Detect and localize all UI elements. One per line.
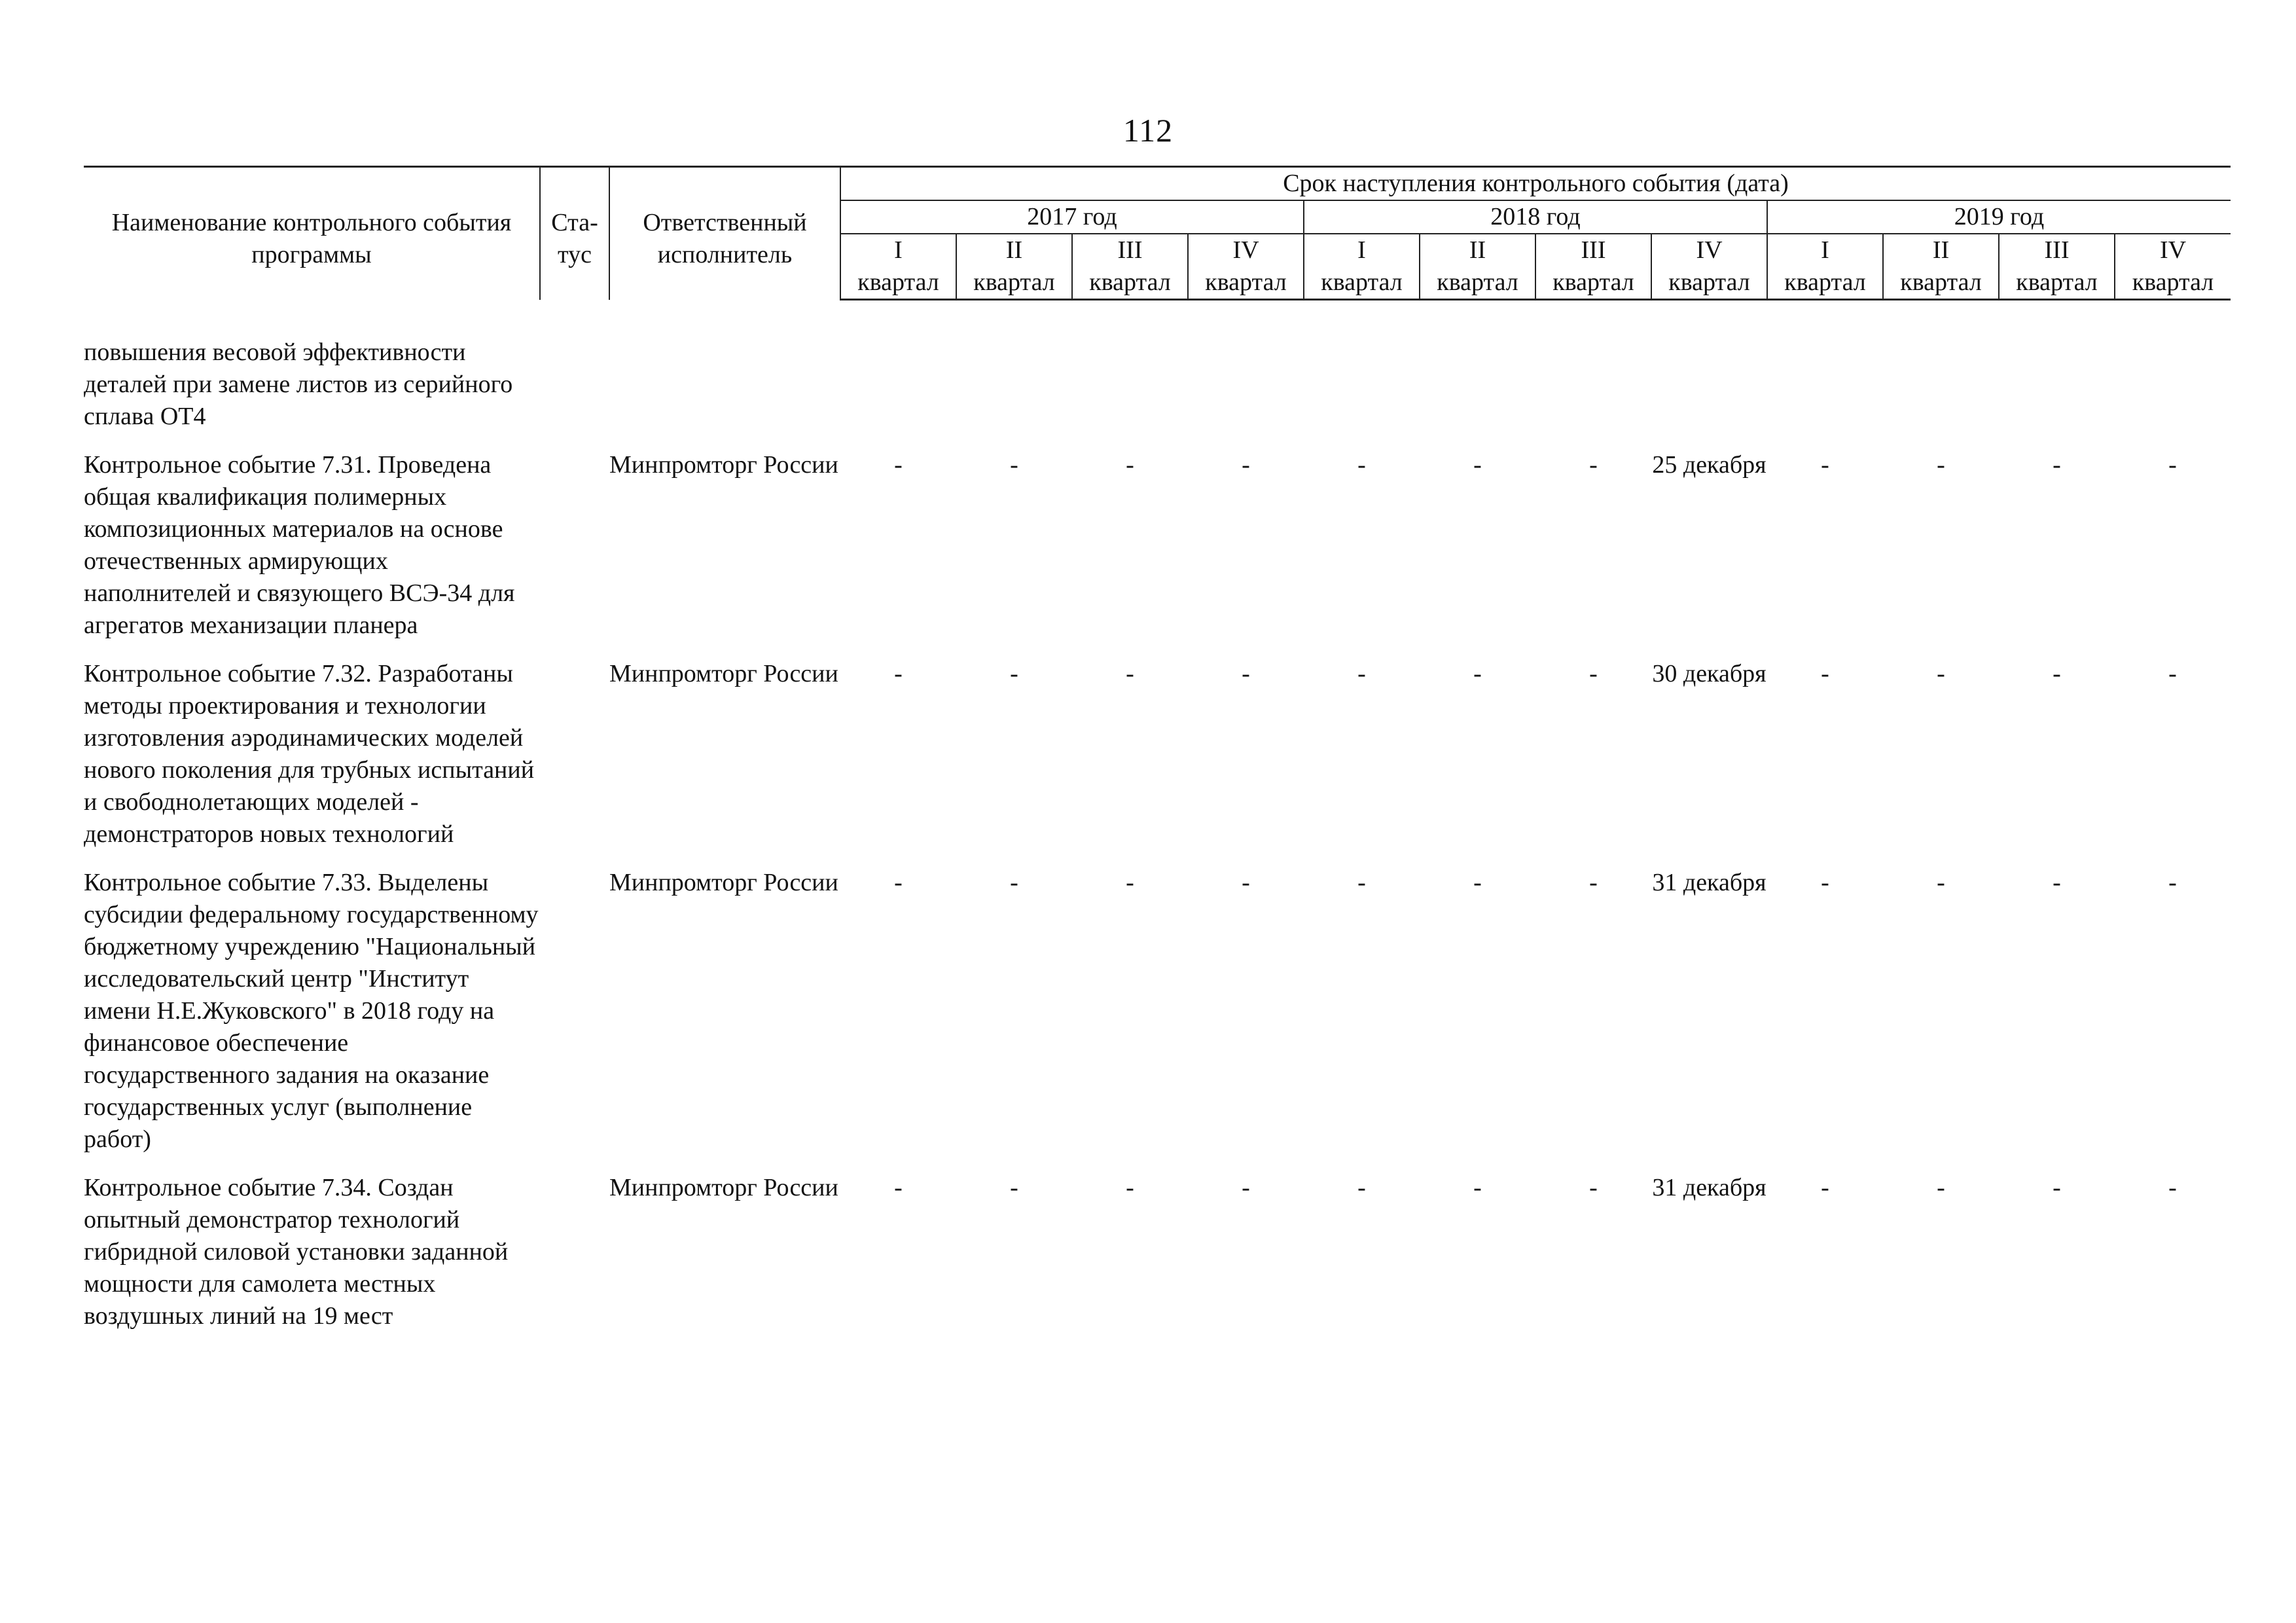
quarter-date-cell: 31 декабря	[1652, 869, 1767, 896]
header-quarter	[1535, 234, 1651, 300]
quarter-date-cell: -	[1937, 1174, 1945, 1201]
quarter-date-cell: -	[1126, 1174, 1134, 1201]
quarter-numeral: IV	[1232, 236, 1259, 264]
quarter-date-cell: -	[894, 1174, 903, 1201]
quarter-date-cell: -	[1010, 869, 1018, 896]
header-year: 2018 год	[1304, 200, 1767, 234]
header-quarter	[1883, 234, 1999, 300]
event-status	[540, 449, 609, 658]
page-number: 112	[1122, 112, 1174, 149]
header-name: Наименование контрольного события программы	[84, 167, 540, 300]
quarter-date-cell	[1304, 337, 1420, 449]
quarter-date-cell: -	[1010, 451, 1018, 479]
quarter-date-cell: 31 декабря	[1652, 1174, 1767, 1201]
header-year: 2019 год	[1767, 200, 2231, 234]
quarter-date-cell	[840, 337, 956, 449]
table-row	[84, 449, 2231, 658]
quarter-date-cell: -	[1589, 1174, 1598, 1201]
quarter-date-cell: -	[1821, 451, 1829, 479]
quarter-date-cell	[1767, 337, 1883, 449]
quarter-date-cell: 30 декабря	[1652, 660, 1767, 687]
quarter-word: квартал	[1552, 268, 1634, 296]
quarter-date-cell: -	[1937, 869, 1945, 896]
quarter-date-cell: -	[1126, 660, 1134, 687]
quarter-date-cell	[956, 337, 1072, 449]
quarter-date-cell: -	[894, 451, 903, 479]
quarter-date-cell: -	[2168, 451, 2177, 479]
quarter-date-cell	[1420, 337, 1535, 449]
quarter-date-cell: -	[2168, 869, 2177, 896]
table-row	[84, 658, 2231, 867]
header-year: 2017 год	[840, 200, 1304, 234]
quarter-date-cell: -	[1242, 869, 1250, 896]
event-name: повышения весовой эффективности деталей при замене листов из серийного сплава ОТ4	[84, 338, 513, 430]
quarter-word: квартал	[1437, 268, 1518, 296]
event-name: Контрольное событие 7.32. Разработаны методы проектирования и технологии изготовления аэродинамических моделей нового поколения для трубных испытаний и свободнолетающих моделей - демонстраторов новых технологий	[84, 660, 535, 848]
table-header	[84, 167, 2231, 300]
header-status: Ста-тус	[540, 167, 609, 300]
table-row	[84, 337, 2231, 449]
quarter-date-cell: -	[1589, 869, 1598, 896]
event-executor: Минпромторг России	[609, 451, 838, 479]
event-status	[540, 1172, 609, 1349]
header-deadline: Срок наступления контрольного события (дата)	[840, 167, 2231, 201]
quarter-date-cell: -	[1357, 1174, 1366, 1201]
quarter-date-cell: -	[1357, 660, 1366, 687]
header-quarter	[840, 234, 956, 300]
quarter-date-cell: -	[1473, 451, 1482, 479]
quarter-date-cell: -	[1589, 660, 1598, 687]
quarter-date-cell	[1072, 337, 1188, 449]
quarter-date-cell	[1999, 337, 2115, 449]
quarter-date-cell: 25 декабря	[1652, 451, 1767, 479]
quarter-numeral: IV	[2159, 236, 2187, 264]
quarter-word: квартал	[2132, 268, 2214, 296]
event-executor: Минпромторг России	[609, 1174, 838, 1201]
quarter-numeral: II	[1469, 236, 1486, 264]
header-quarter	[1767, 234, 1883, 300]
quarter-date-cell: -	[2168, 660, 2177, 687]
quarter-date-cell: -	[2053, 660, 2061, 687]
quarter-date-cell: -	[1242, 451, 1250, 479]
quarter-numeral: I	[1357, 236, 1366, 264]
event-executor: Минпромторг России	[609, 660, 838, 687]
quarter-date-cell: -	[1821, 660, 1829, 687]
quarter-word: квартал	[1089, 268, 1171, 296]
quarter-date-cell	[1535, 337, 1651, 449]
quarter-date-cell: -	[1242, 660, 1250, 687]
quarter-date-cell	[1883, 337, 1999, 449]
quarter-date-cell: -	[2053, 451, 2061, 479]
event-executor	[609, 337, 840, 449]
quarter-date-cell: -	[1589, 451, 1598, 479]
header-quarter	[1999, 234, 2115, 300]
quarter-word: квартал	[2016, 268, 2098, 296]
quarter-date-cell: -	[1010, 660, 1018, 687]
table-row	[84, 1172, 2231, 1349]
header-executor: Ответственный исполнитель	[609, 167, 840, 300]
table-body	[84, 300, 2231, 1349]
quarter-date-cell: -	[1473, 660, 1482, 687]
quarter-word: квартал	[1321, 268, 1403, 296]
quarter-date-cell: -	[2168, 1174, 2177, 1201]
header-quarter	[1188, 234, 1304, 300]
event-status	[540, 337, 609, 449]
quarter-numeral: III	[1581, 236, 1606, 264]
quarter-date-cell: -	[2053, 1174, 2061, 1201]
quarter-numeral: II	[1005, 236, 1023, 264]
table-row	[84, 867, 2231, 1172]
quarter-date-cell: -	[1473, 1174, 1482, 1201]
quarter-numeral: IV	[1696, 236, 1723, 264]
quarter-date-cell	[1188, 337, 1304, 449]
header-quarter	[2115, 234, 2231, 300]
quarter-numeral: III	[2044, 236, 2070, 264]
quarter-word: квартал	[1668, 268, 1750, 296]
control-events-table	[84, 166, 2231, 1349]
quarter-word: квартал	[1900, 268, 1982, 296]
quarter-date-cell: -	[894, 869, 903, 896]
quarter-word: квартал	[973, 268, 1055, 296]
quarter-numeral: III	[1117, 236, 1143, 264]
quarter-date-cell: -	[1821, 869, 1829, 896]
quarter-date-cell: -	[1126, 869, 1134, 896]
event-name: Контрольное событие 7.34. Создан опытный демонстратор технологий гибридной силовой установки заданной мощности для самолета местных воздушных линий на 19 мест	[84, 1174, 509, 1330]
event-status	[540, 658, 609, 867]
header-quarter	[1420, 234, 1535, 300]
quarter-date-cell: -	[1821, 1174, 1829, 1201]
header-quarter	[1304, 234, 1420, 300]
header-quarter	[1651, 234, 1767, 300]
event-name: Контрольное событие 7.31. Проведена общая квалификация полимерных композиционных материалов на основе отечественных армирующих наполнителей и связующего ВСЭ-34 для агрегатов механизации планера	[84, 451, 515, 639]
quarter-numeral: II	[1932, 236, 1950, 264]
quarter-date-cell: -	[1937, 451, 1945, 479]
quarter-date-cell	[1651, 337, 1767, 449]
event-status	[540, 867, 609, 1172]
quarter-date-cell: -	[1126, 451, 1134, 479]
event-executor: Минпромторг России	[609, 869, 838, 896]
quarter-date-cell: -	[1937, 660, 1945, 687]
quarter-date-cell: -	[1357, 451, 1366, 479]
quarter-numeral: I	[1821, 236, 1829, 264]
event-name: Контрольное событие 7.33. Выделены субсидии федеральному государственному бюджетному учреждению "Национальный исследовательский центр "Институт имени Н.Е.Жуковского" в 2018 году на финансовое обеспечение государственного задания на оказание государственных услуг (выполнение работ)	[84, 869, 539, 1153]
quarter-word: квартал	[1205, 268, 1287, 296]
quarter-date-cell: -	[1357, 869, 1366, 896]
quarter-date-cell: -	[1010, 1174, 1018, 1201]
quarter-date-cell: -	[2053, 869, 2061, 896]
header-quarter	[956, 234, 1072, 300]
quarter-date-cell	[2115, 337, 2231, 449]
quarter-date-cell: -	[1473, 869, 1482, 896]
quarter-numeral: I	[894, 236, 903, 264]
quarter-word: квартал	[1784, 268, 1866, 296]
quarter-word: квартал	[857, 268, 939, 296]
quarter-date-cell: -	[894, 660, 903, 687]
quarter-date-cell: -	[1242, 1174, 1250, 1201]
header-quarter	[1072, 234, 1188, 300]
